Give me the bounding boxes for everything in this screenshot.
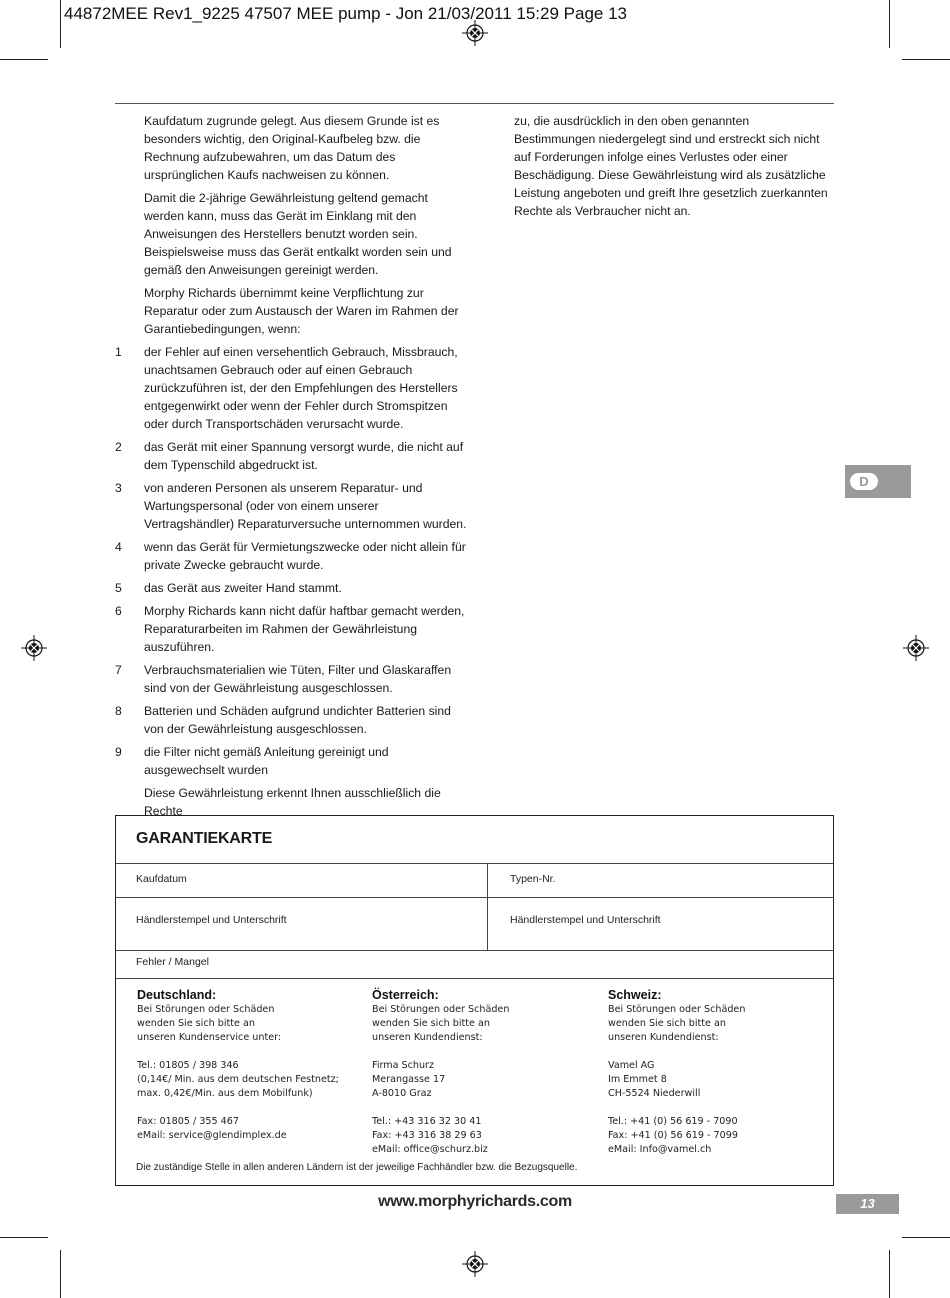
list-text: Batterien und Schäden aufgrund undichter Batterien sind von der Gewährleistung ausgeschlossen. (144, 704, 451, 736)
contact-line: wenden Sie sich bitte an (372, 1018, 490, 1029)
purchase-date-field[interactable]: Kaufdatum (136, 873, 187, 885)
list-item (115, 602, 467, 656)
contact-line: Tel.: +41 (0) 56 619 - 7090 (608, 1116, 738, 1127)
list-number: 7 (115, 663, 122, 677)
left-column (115, 112, 467, 825)
paragraph: Kaufdatum zugrunde gelegt. Aus diesem Grunde ist es besonders wichtig, den Original-Kaufbeleg bzw. die Rechnung aufzubewahren, um das Datum des ursprünglichen Kaufs nachweisen zu können. (144, 114, 440, 182)
defect-field[interactable]: Fehler / Mangel (136, 956, 209, 968)
list-number: 5 (115, 581, 122, 595)
divider (116, 978, 833, 979)
card-title: GARANTIEKARTE (136, 830, 273, 847)
crop-mark (60, 1250, 61, 1298)
list-item (115, 538, 467, 574)
contact-heading: Österreich: (372, 988, 439, 1002)
contact-line: Im Emmet 8 (608, 1074, 667, 1085)
contact-line: eMail: service@glendimplex.de (137, 1130, 287, 1141)
list-text: Verbrauchsmaterialien wie Tüten, Filter und Glaskaraffen sind von der Gewährleistung ausgeschlossen. (144, 663, 452, 695)
divider (116, 863, 833, 864)
registration-mark-icon (462, 1251, 488, 1277)
crop-mark (902, 59, 950, 60)
contact-line: Tel.: +43 316 32 30 41 (372, 1116, 482, 1127)
contact-line: unseren Kundendienst: (608, 1032, 719, 1043)
registration-mark-icon (462, 20, 488, 46)
contact-line: Merangasse 17 (372, 1074, 446, 1085)
contact-line: unseren Kundenservice unter: (137, 1032, 282, 1043)
printer-slug: 44872MEE Rev1_9225 47507 MEE pump - Jon 21/03/2011 15:29 Page 13 (64, 4, 627, 23)
top-rule (115, 103, 834, 104)
contact-germany (137, 988, 367, 1143)
crop-mark (60, 0, 61, 48)
contact-heading: Deutschland: (137, 988, 217, 1002)
crop-mark (889, 1250, 890, 1298)
contact-line: Bei Störungen oder Schäden (608, 1004, 746, 1015)
closing-paragraph: Diese Gewährleistung erkennt Ihnen ausschließlich die Rechte (144, 786, 441, 818)
crop-mark (889, 0, 890, 48)
website-url[interactable]: www.morphyrichards.com (378, 1193, 572, 1210)
list-item (115, 479, 467, 533)
contact-line: Vamel AG (608, 1060, 655, 1071)
paragraph: zu, die ausdrücklich in den oben genannten Bestimmungen niedergelegt sind und erstreckt sich nicht auf Forderungen infolge eines Verlustes oder einer Beschädigung. Diese Gewährleistung wird als zusätzliche Leistung angeboten und greift Ihre gesetzlich zuerkannten Rechte als Verbraucher nicht an. (514, 114, 828, 218)
crop-mark (0, 59, 48, 60)
contact-line: CH-5524 Niederwill (608, 1088, 701, 1099)
list-text: das Gerät mit einer Spannung versorgt wurde, die nicht auf dem Typenschild abgedruckt ist. (144, 440, 464, 472)
card-footnote: Die zuständige Stelle in allen anderen Ländern ist der jeweilige Fachhändler bzw. die Bezugsquelle. (136, 1162, 578, 1173)
list-number: 2 (115, 440, 122, 454)
divider (487, 863, 488, 951)
contact-line: Fax: +41 (0) 56 619 - 7099 (608, 1130, 738, 1141)
list-number: 8 (115, 704, 122, 718)
list-item (115, 743, 467, 779)
contact-switzerland (608, 988, 818, 1157)
registration-mark-icon (21, 635, 47, 661)
contact-line: Bei Störungen oder Schäden (372, 1004, 510, 1015)
contact-line: Bei Störungen oder Schäden (137, 1004, 275, 1015)
contact-line: eMail: office@schurz.biz (372, 1144, 488, 1155)
list-text: das Gerät aus zweiter Hand stammt. (144, 581, 342, 595)
contact-line: A-8010 Graz (372, 1088, 432, 1099)
contact-line: (0,14€/ Min. aus dem deutschen Festnetz; (137, 1074, 339, 1085)
dealer-stamp-field[interactable]: Händlerstempel und Unterschrift (136, 914, 287, 926)
contact-line: wenden Sie sich bitte an (608, 1018, 726, 1029)
list-number: 1 (115, 345, 122, 359)
list-text: Morphy Richards kann nicht dafür haftbar gemacht werden, Reparaturarbeiten im Rahmen der Gewährleistung auszuführen. (144, 604, 465, 654)
type-number-field[interactable]: Typen-Nr. (510, 873, 556, 885)
list-item (115, 438, 467, 474)
list-item (115, 579, 467, 597)
crop-mark (902, 1237, 950, 1238)
list-number: 9 (115, 745, 122, 759)
language-tab (845, 465, 911, 498)
paragraph: Morphy Richards übernimmt keine Verpflichtung zur Reparatur oder zum Austausch der Waren im Rahmen der Garantiebedingungen, wenn: (144, 286, 459, 336)
contact-line: Tel.: 01805 / 398 346 (137, 1060, 239, 1071)
contact-line: wenden Sie sich bitte an (137, 1018, 255, 1029)
crop-mark (0, 1237, 48, 1238)
list-number: 6 (115, 604, 122, 618)
right-column (514, 112, 832, 225)
list-text: die Filter nicht gemäß Anleitung gereinigt und ausgewechselt wurden (144, 745, 389, 777)
list-item (115, 661, 467, 697)
contact-line: Fax: 01805 / 355 467 (137, 1116, 239, 1127)
list-number: 3 (115, 481, 122, 495)
contact-heading: Schweiz: (608, 988, 662, 1002)
contact-austria (372, 988, 592, 1157)
registration-mark-icon (903, 635, 929, 661)
list-item (115, 702, 467, 738)
contact-line: eMail: Info@vamel.ch (608, 1144, 712, 1155)
contact-line: Firma Schurz (372, 1060, 435, 1071)
divider (116, 897, 833, 898)
contact-line: unseren Kundendienst: (372, 1032, 483, 1043)
list-text: von anderen Personen als unserem Reparatur- und Wartungspersonal (oder von einem unserer Vertragshändler) Reparaturversuche unternommen wurden. (144, 481, 467, 531)
paragraph: Damit die 2-jährige Gewährleistung geltend gemacht werden kann, muss das Gerät im Einklang mit den Anweisungen des Herstellers benutzt worden sein. Beispielsweise muss das Gerät entkalkt worden sein und gemäß den Anweisungen gereinigt werden. (144, 191, 452, 277)
dealer-stamp-field[interactable]: Händlerstempel und Unterschrift (510, 914, 661, 926)
list-text: der Fehler auf einen versehentlich Gebrauch, Missbrauch, unachtsamen Gebrauch oder auf einen Gebrauch zurückzuführen ist, der den Empfehlungen des Herstellers entgegenwirkt oder wenn der Fehler durch Stromspitzen oder durch Transportschäden verursacht wurde. (144, 345, 458, 431)
contact-line: max. 0,42€/Min. aus dem Mobilfunk) (137, 1088, 313, 1099)
list-item (115, 343, 467, 433)
list-text: wenn das Gerät für Vermietungszwecke oder nicht allein für private Zwecke gebraucht wurde. (144, 540, 466, 572)
guarantee-card (115, 815, 834, 1186)
list-number: 4 (115, 540, 122, 554)
contact-line: Fax: +43 316 38 29 63 (372, 1130, 482, 1141)
divider (116, 950, 833, 951)
page-number: 13 (836, 1194, 899, 1214)
language-tab-label: D (850, 473, 878, 490)
